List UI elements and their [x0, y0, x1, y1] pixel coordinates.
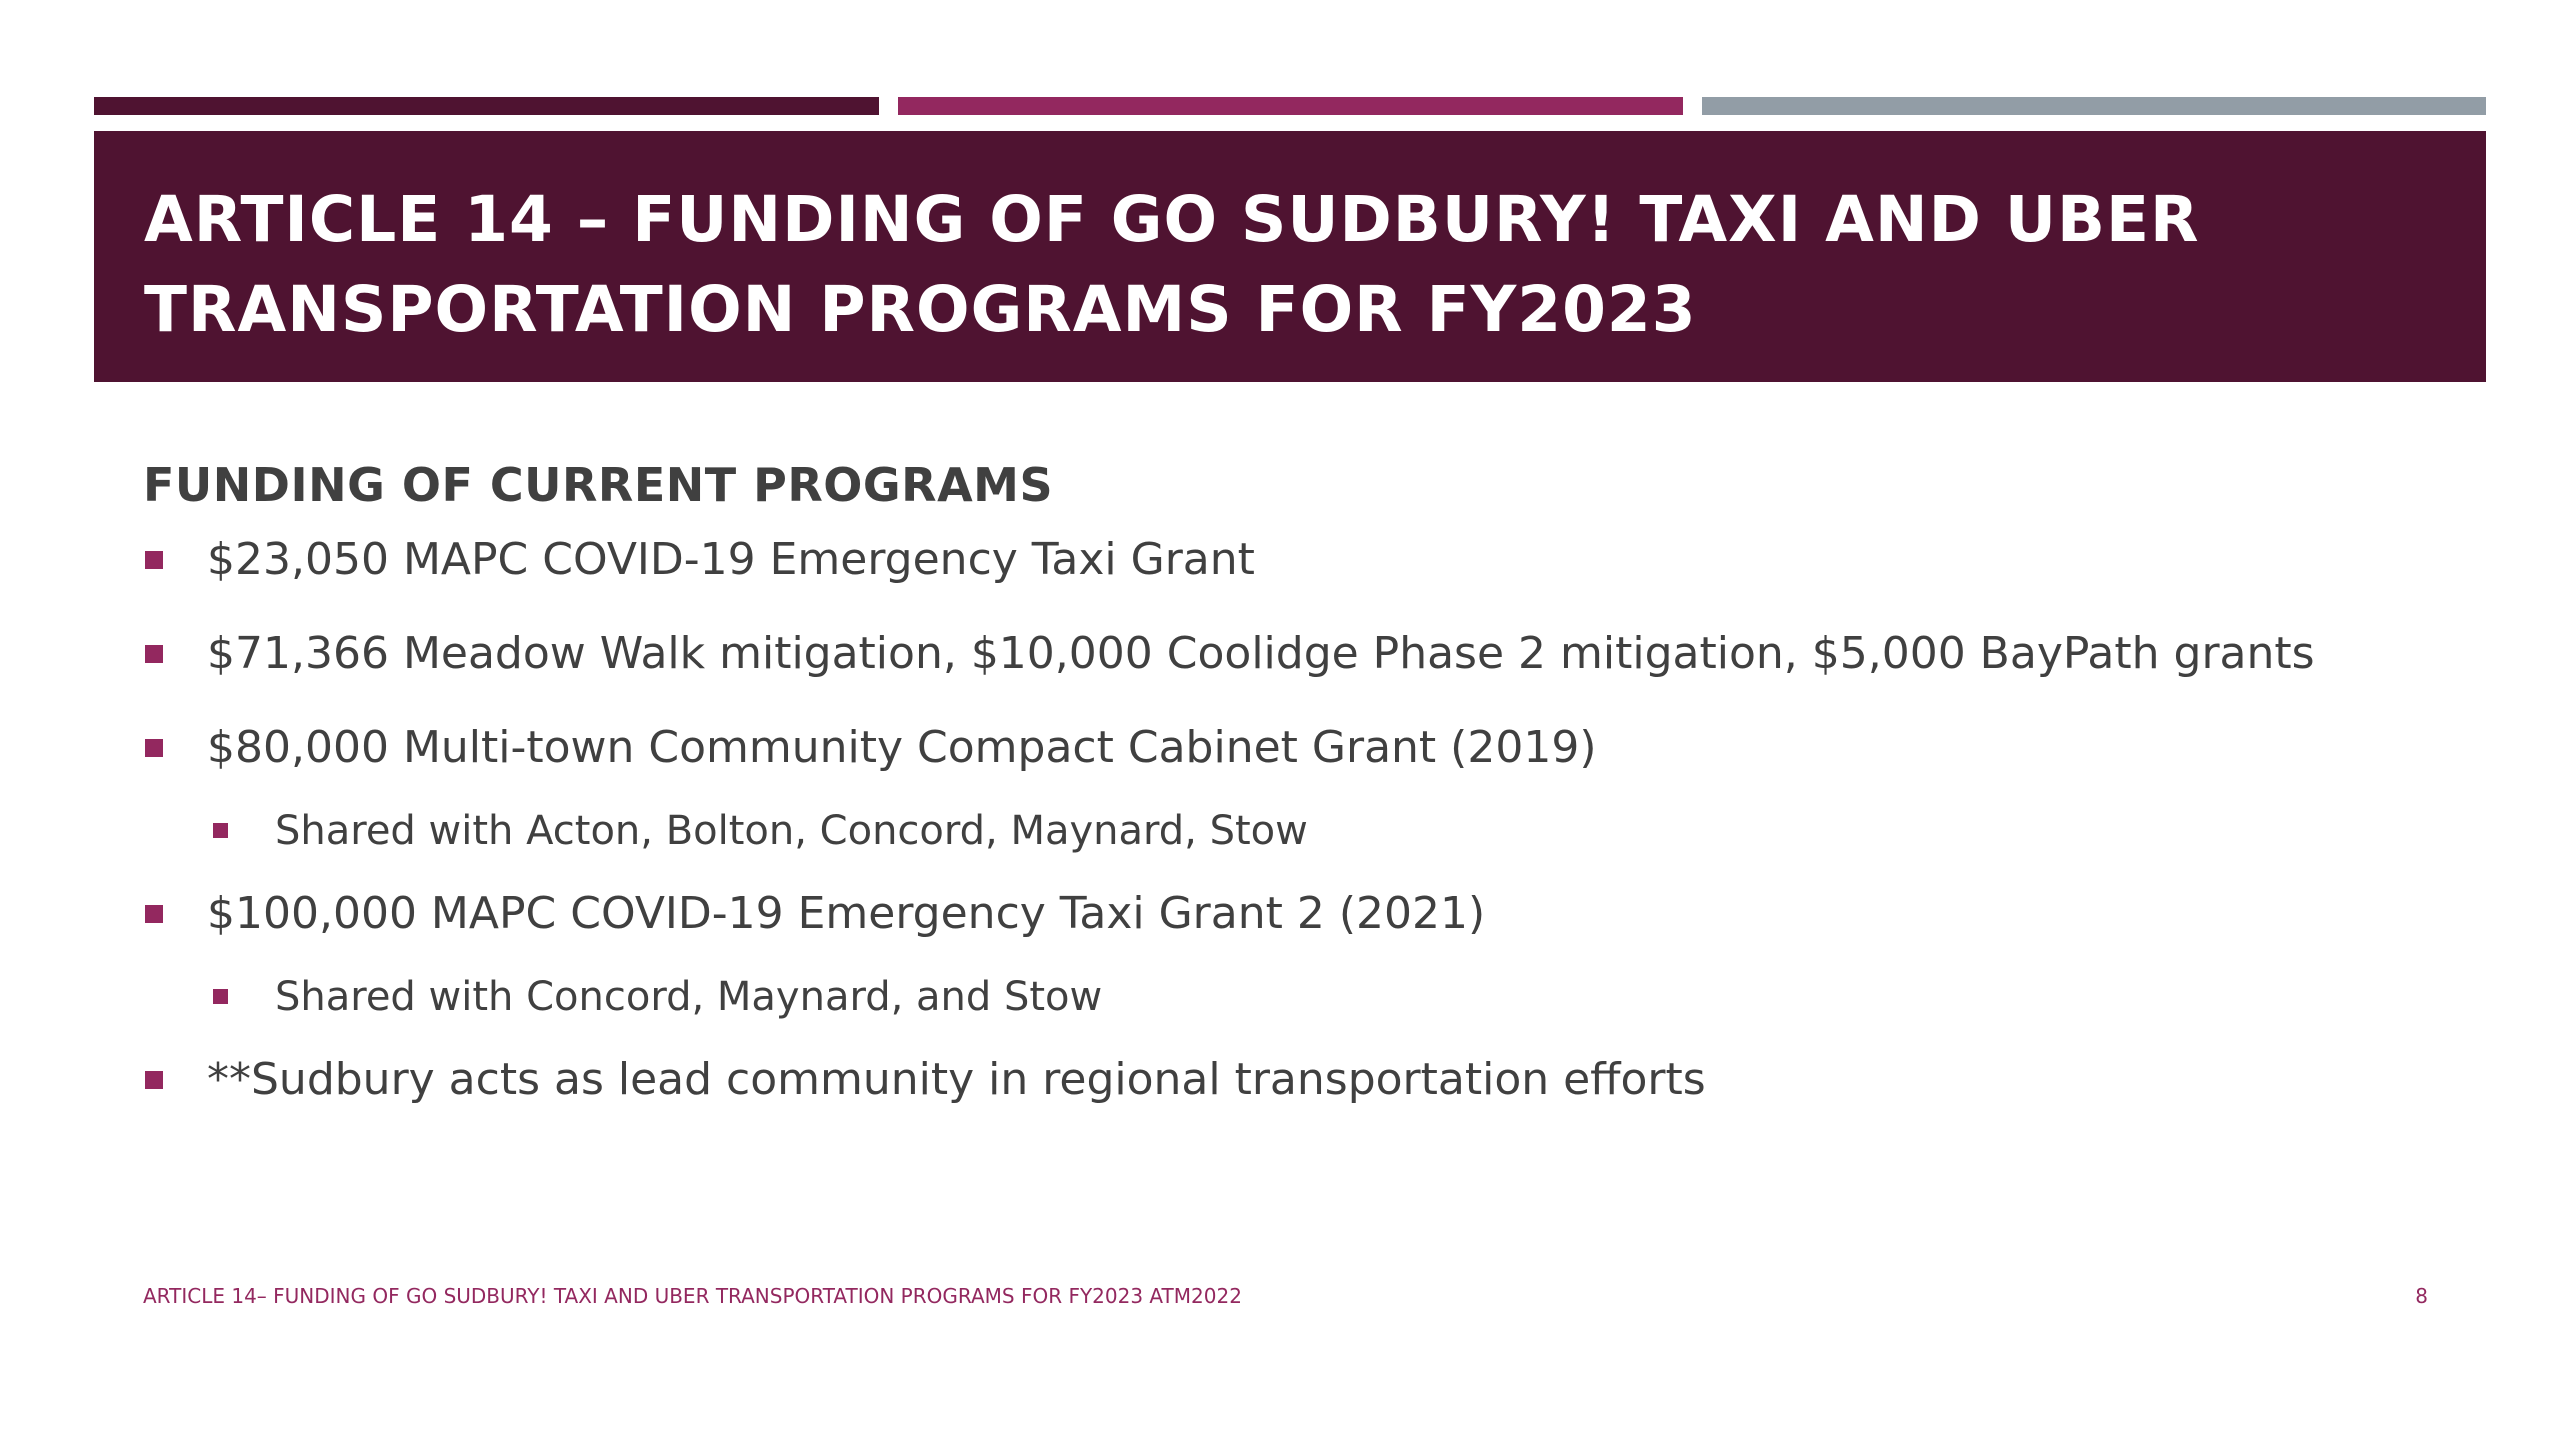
accent-bar-gray — [1702, 97, 2486, 115]
list-item — [143, 532, 2423, 588]
title-band — [94, 131, 2486, 382]
bullet-text: $100,000 MAPC COVID-19 Emergency Taxi Grant 2 (2021) — [207, 888, 1486, 939]
square-bullet-icon — [145, 551, 163, 569]
sub-list-item — [143, 972, 2423, 1022]
slide-title: ARTICLE 14 – FUNDING OF GO SUDBURY! TAXI AND UBER TRANSPORTATION PROGRAMS FOR FY2023 — [144, 183, 2200, 346]
list-item — [143, 1052, 2423, 1108]
accent-bar-magenta — [898, 97, 1683, 115]
bullet-text: $23,050 MAPC COVID-19 Emergency Taxi Grant — [207, 534, 1255, 585]
square-bullet-icon — [145, 645, 163, 663]
list-item — [143, 626, 2423, 682]
bullet-text: $71,366 Meadow Walk mitigation, $10,000 Coolidge Phase 2 mitigation, $5,000 BayPath grants — [207, 628, 2315, 679]
bullet-list — [143, 532, 2423, 1108]
list-item — [143, 720, 2423, 776]
square-bullet-icon — [145, 905, 163, 923]
page-number: 8 — [2415, 1284, 2428, 1308]
square-bullet-icon — [213, 989, 228, 1004]
bullet-text: Shared with Concord, Maynard, and Stow — [275, 974, 1103, 1020]
slide-footer: ARTICLE 14– FUNDING OF GO SUDBURY! TAXI AND UBER TRANSPORTATION PROGRAMS FOR FY2023 ATM2022 — [143, 1284, 1242, 1308]
bullet-text: **Sudbury acts as lead community in regional transportation efforts — [207, 1054, 1706, 1105]
square-bullet-icon — [213, 823, 228, 838]
bullet-text: Shared with Acton, Bolton, Concord, Maynard, Stow — [275, 808, 1308, 854]
sub-list-item — [143, 806, 2423, 856]
accent-bar-dark — [94, 97, 879, 115]
square-bullet-icon — [145, 739, 163, 757]
slide-content — [143, 450, 2423, 1108]
square-bullet-icon — [145, 1071, 163, 1089]
section-heading: FUNDING OF CURRENT PROGRAMS — [143, 458, 1054, 512]
list-item — [143, 886, 2423, 942]
bullet-text: $80,000 Multi-town Community Compact Cabinet Grant (2019) — [207, 722, 1597, 773]
